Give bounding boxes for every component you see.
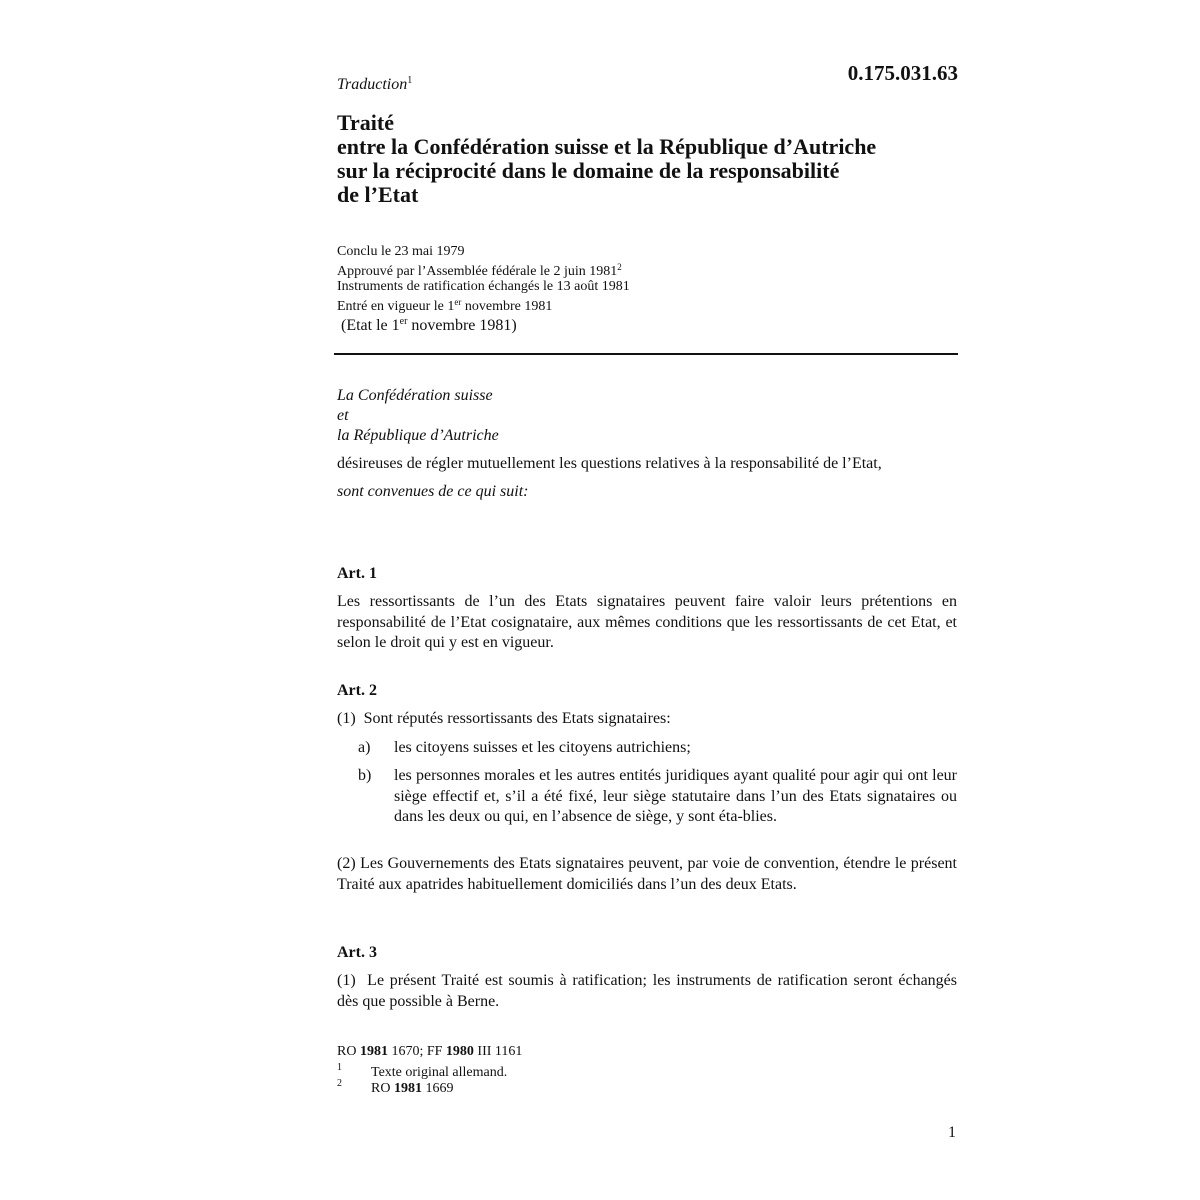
translation-label: Traduction$^1$ bbox=[337, 75, 413, 93]
title-line-3: sur la réciprocité dans le domaine de la responsabilité bbox=[337, 158, 840, 183]
item-a-label: a) bbox=[358, 739, 371, 756]
header-divider bbox=[334, 353, 958, 355]
preamble-parties bbox=[337, 386, 499, 446]
page-content bbox=[336, 0, 961, 1200]
footnote-ref-2[interactable]: 2 bbox=[617, 261, 622, 272]
concluded-date: Conclu le 23 mai 1979 bbox=[337, 244, 465, 259]
article-1-heading: Art. 1 bbox=[337, 565, 377, 582]
article-2-item-a bbox=[337, 738, 957, 759]
title-line-1: Traité bbox=[337, 110, 395, 135]
footnote-2-text: RO 1981 1669 bbox=[371, 1081, 454, 1096]
footnote-2 bbox=[337, 1078, 637, 1098]
status-date: (Etat le 1er novembre 1981) bbox=[341, 316, 517, 334]
footnote-1-text: Texte original allemand. bbox=[371, 1065, 508, 1080]
title-line-2: entre la Confédération suisse et la République d’Autriche bbox=[337, 134, 877, 159]
article-2-paragraph-1: (1) Sont réputés ressortissants des Etats signataires: bbox=[337, 710, 671, 727]
exchanged-date: Instruments de ratification échangés le 13 août 1981 bbox=[337, 279, 630, 294]
footnote-1 bbox=[337, 1062, 637, 1082]
party-switzerland: La Confédération suisse bbox=[337, 387, 493, 404]
article-2-item-b bbox=[337, 766, 957, 850]
article-1-text: Les ressortissants de l’un des Etats signataires peuvent faire valoir leurs prétentions en responsabilité de l’Etat cosignataire, aux mêmes conditions que les ressortissants de cet Etat, et selon le droit qui y est en vigueur. bbox=[337, 593, 957, 651]
in-force-date: Entré en vigueur le 1er novembre 1981 bbox=[337, 296, 553, 314]
item-a-text: les citoyens suisses et les citoyens autrichiens; bbox=[394, 739, 691, 756]
article-3-paragraph-1: (1) Le présent Traité est soumis à ratification; les instruments de ratification seront échangés dès que possible à Berne. bbox=[337, 972, 961, 1010]
footnote-1-number: 1 bbox=[337, 1062, 342, 1073]
party-austria: la République d’Autriche bbox=[337, 427, 499, 444]
footnote-2-number: 2 bbox=[337, 1078, 342, 1089]
preamble-text: désireuses de régler mutuellement les questions relatives à la responsabilité de l’Etat, bbox=[337, 455, 882, 472]
item-b-text: les personnes morales et les autres entités juridiques ayant qualité pour agir qui ont leur siège effectif et, s’il a été fixé, leur siège statutaire dans l’un des Etats signataires ou dans les deux ou qui, en l’absence de siège, y sont éta-blies. bbox=[394, 767, 957, 825]
footnote-ref-1[interactable]: 1 bbox=[407, 75, 413, 86]
publication-reference: RO 1981 1670; FF 1980 III 1161 bbox=[337, 1044, 523, 1059]
sr-number: 0.175.031.63 bbox=[847, 61, 958, 85]
approved-date: Approuvé par l’Assemblée fédérale le 2 juin 1981$^2$ bbox=[337, 261, 622, 279]
party-conjunction: et bbox=[337, 407, 349, 424]
article-3-heading: Art. 3 bbox=[337, 944, 377, 961]
item-b-label: b) bbox=[358, 767, 372, 784]
preamble-agreed: sont convenues de ce qui suit: bbox=[337, 483, 529, 500]
article-2-heading: Art. 2 bbox=[337, 682, 377, 699]
page-number: 1 bbox=[948, 1124, 956, 1141]
article-2-paragraph-2: (2) Les Gouvernements des Etats signataires peuvent, par voie de convention, étendre le présent Traité aux apatrides habituellement domiciliés dans l’un des deux Etats. bbox=[337, 855, 957, 893]
treaty-metadata bbox=[337, 244, 630, 314]
document-title bbox=[337, 111, 876, 207]
title-line-4: de l’Etat bbox=[337, 182, 419, 207]
